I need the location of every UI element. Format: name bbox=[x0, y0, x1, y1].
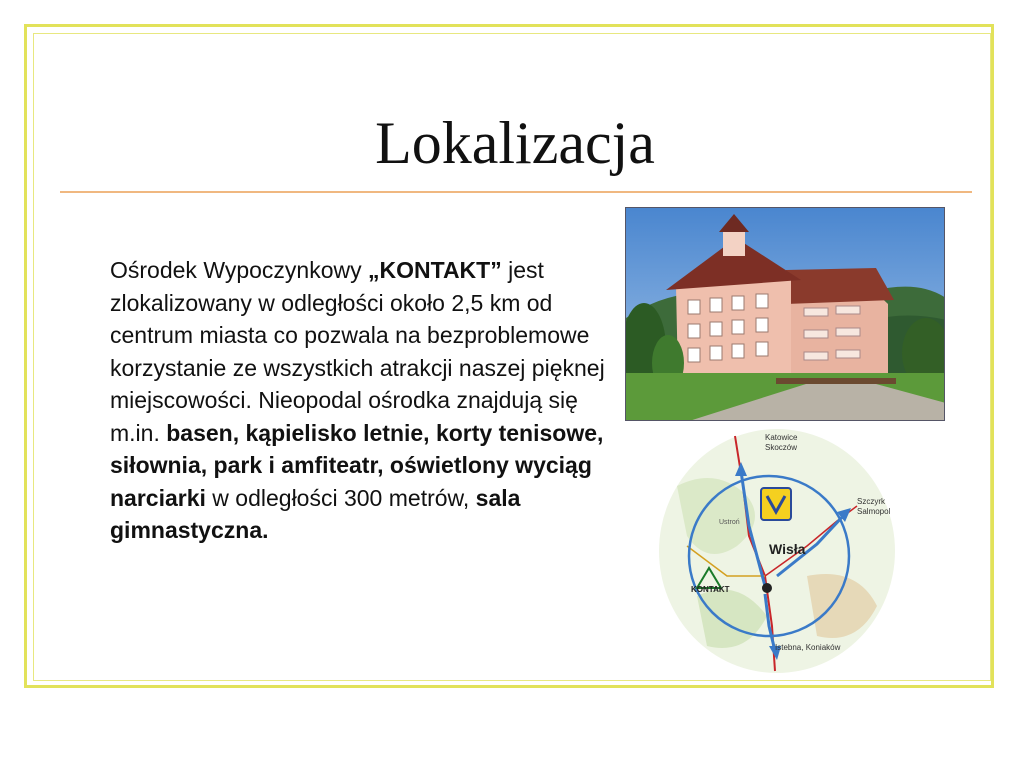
map-label-south: Istebna, Koniaków bbox=[775, 643, 841, 652]
text-intro: Ośrodek Wypoczynkowy bbox=[110, 257, 368, 283]
text-distance: w odległości 300 metrów, bbox=[205, 484, 476, 511]
map-label-center: Wisła bbox=[769, 541, 806, 557]
map-label-town-w: Ustroń bbox=[719, 519, 740, 526]
map-label-east-1: Szczyrk bbox=[857, 497, 885, 506]
text-location: jest zlokalizowany w odległości około 2,5 km od centrum miasta co pozwala na bezproblemowe korzystanie ze wszystkich atrakcji naszej pięknej miejscowości. Nieopodal ośrodka znajdują się m.in. bbox=[110, 257, 605, 446]
map-label-east-2: Salmopol bbox=[857, 507, 891, 516]
slide-title: Lokalizacja bbox=[375, 110, 655, 176]
map-label-north-1: Katowice bbox=[765, 433, 798, 442]
resort-name: „KONTAKT” bbox=[368, 257, 502, 283]
location-map bbox=[657, 426, 902, 676]
description-paragraph bbox=[110, 254, 630, 547]
attractions-list: basen, kąpielisko letnie, korty tenisowe, siłownia, park i amfiteatr, oświetlony wyciąg narciarki bbox=[110, 419, 604, 511]
hotel-photo bbox=[625, 207, 945, 421]
gym-text: sala gimnastyczna. bbox=[110, 484, 521, 543]
map-label-resort: KONTAKT bbox=[691, 585, 730, 594]
map-label-north-2: Skoczów bbox=[765, 443, 798, 452]
title-divider bbox=[60, 191, 972, 193]
